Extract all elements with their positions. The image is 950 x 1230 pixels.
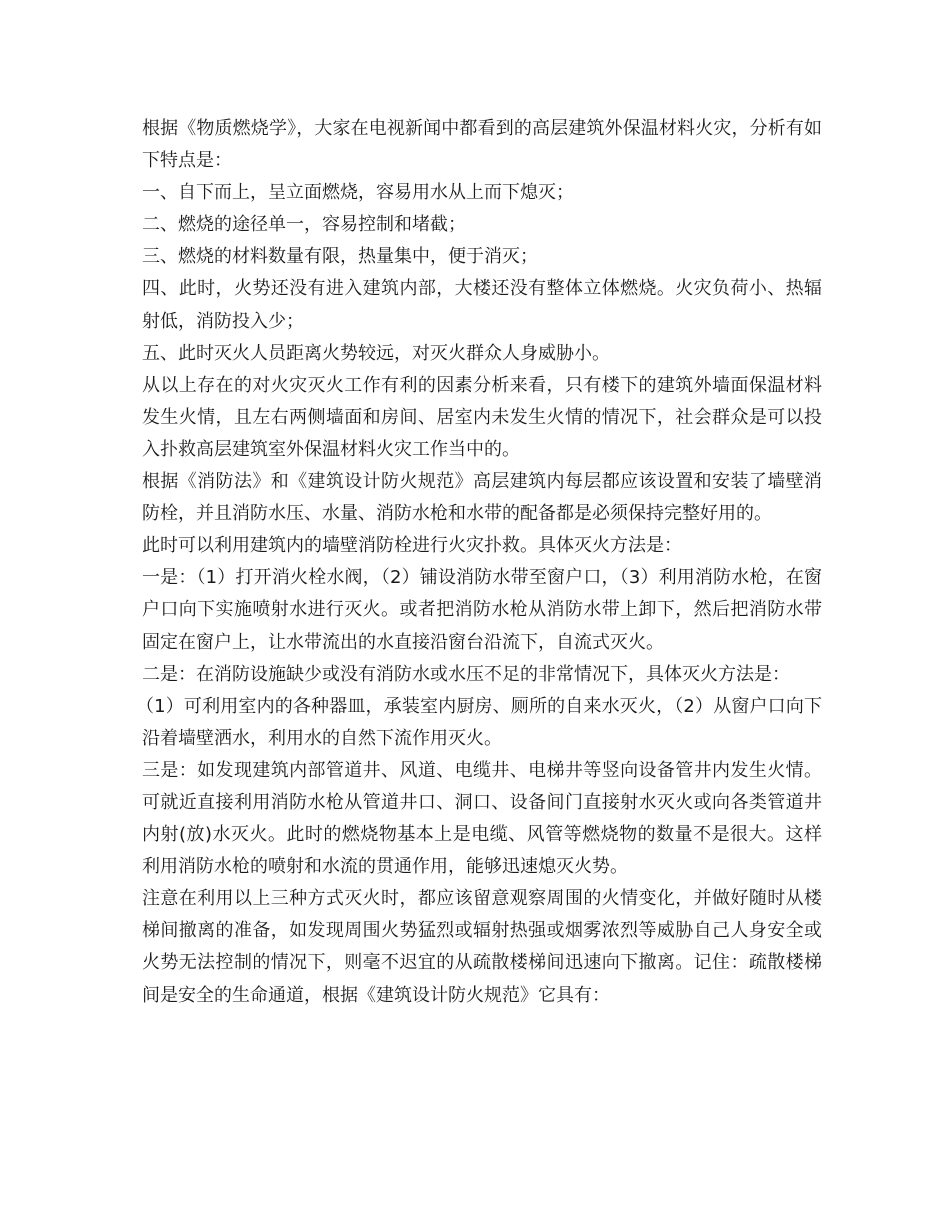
paragraph-regulation: 根据《消防法》和《建筑设计防火规范》高层建筑内每层都应该设置和安装了墙壁消防栓，并且消防水压、水量、消防水枪和水带的配备都是必须保持完整好用的。 — [142, 471, 822, 525]
paragraph-point-5: 五、此时灭火人员距离火势较远，对灭火群众人身威胁小。 — [142, 342, 610, 364]
paragraph-intro: 根据《物质燃烧学》，大家在电视新闻中都看到的高层建筑外保温材料火灾，分析有如下特点是： — [142, 118, 822, 172]
document-body — [136, 113, 822, 1012]
paragraph-method-2: 二是：在消防设施缺少或没有消防水或水压不足的非常情况下，具体灭火方法是： — [142, 663, 790, 685]
paragraph-point-3: 三、燃烧的材料数量有限，热量集中，便于消灭； — [142, 246, 538, 268]
paragraph-point-2: 二、燃烧的途径单一，容易控制和堵截； — [142, 214, 466, 236]
paragraph-analysis: 从以上存在的对火灾灭火工作有利的因素分析来看，只有楼下的建筑外墙面保温材料发生火情，且左右两侧墙面和房间、居室内未发生火情的情况下，社会群众是可以投入扑救高层建筑室外保温材料火灾工作当中的。 — [142, 374, 822, 460]
paragraph-method-2-detail: （1）可利用室内的各种器皿，承装室内厨房、厕所的自来水灭火，（2）从窗户口向下沿着墙壁洒水，利用水的自然下流作用灭火。 — [136, 695, 822, 749]
paragraph-point-4: 四、此时，火势还没有进入建筑内部，大楼还没有整体立体燃烧。火灾负荷小、热辐射低，消防投入少； — [142, 278, 822, 332]
paragraph-method-intro: 此时可以利用建筑内的墙壁消防栓进行火灾扑救。具体灭火方法是： — [142, 535, 682, 557]
paragraph-point-1: 一、自下而上，呈立面燃烧，容易用水从上而下熄灭； — [142, 182, 574, 204]
paragraph-method-1: 一是：（1）打开消火栓水阀，（2）铺设消防水带至窗户口，（3）利用消防水枪，在窗户口向下实施喷射水进行灭火。或者把消防水枪从消防水带上卸下，然后把消防水带固定在窗户上，让水带流出的水直接沿窗台沿流下，自流式灭火。 — [142, 567, 822, 653]
paragraph-caution: 注意在利用以上三种方式灭火时，都应该留意观察周围的火情变化，并做好随时从楼梯间撤离的准备，如发现周围火势猛烈或辐射热强或烟雾浓烈等威胁自己人身安全或火势无法控制的情况下，则毫不迟宜的从疏散楼梯间迅速向下撤离。记住：疏散楼梯间是安全的生命通道，根据《建筑设计防火规范》它具有： — [142, 888, 822, 1006]
paragraph-method-3: 三是：如发现建筑内部管道井、风道、电缆井、电梯井等竖向设备管井内发生火情。可就近直接利用消防水枪从管道井口、洞口、设备间门直接射水灭火或向各类管道井内射(放)水灭火。此时的燃烧物基本上是电缆、风管等燃烧物的数量不是很大。这样利用消防水枪的喷射和水流的贯通作用，能够迅速熄灭火势。 — [142, 759, 822, 878]
